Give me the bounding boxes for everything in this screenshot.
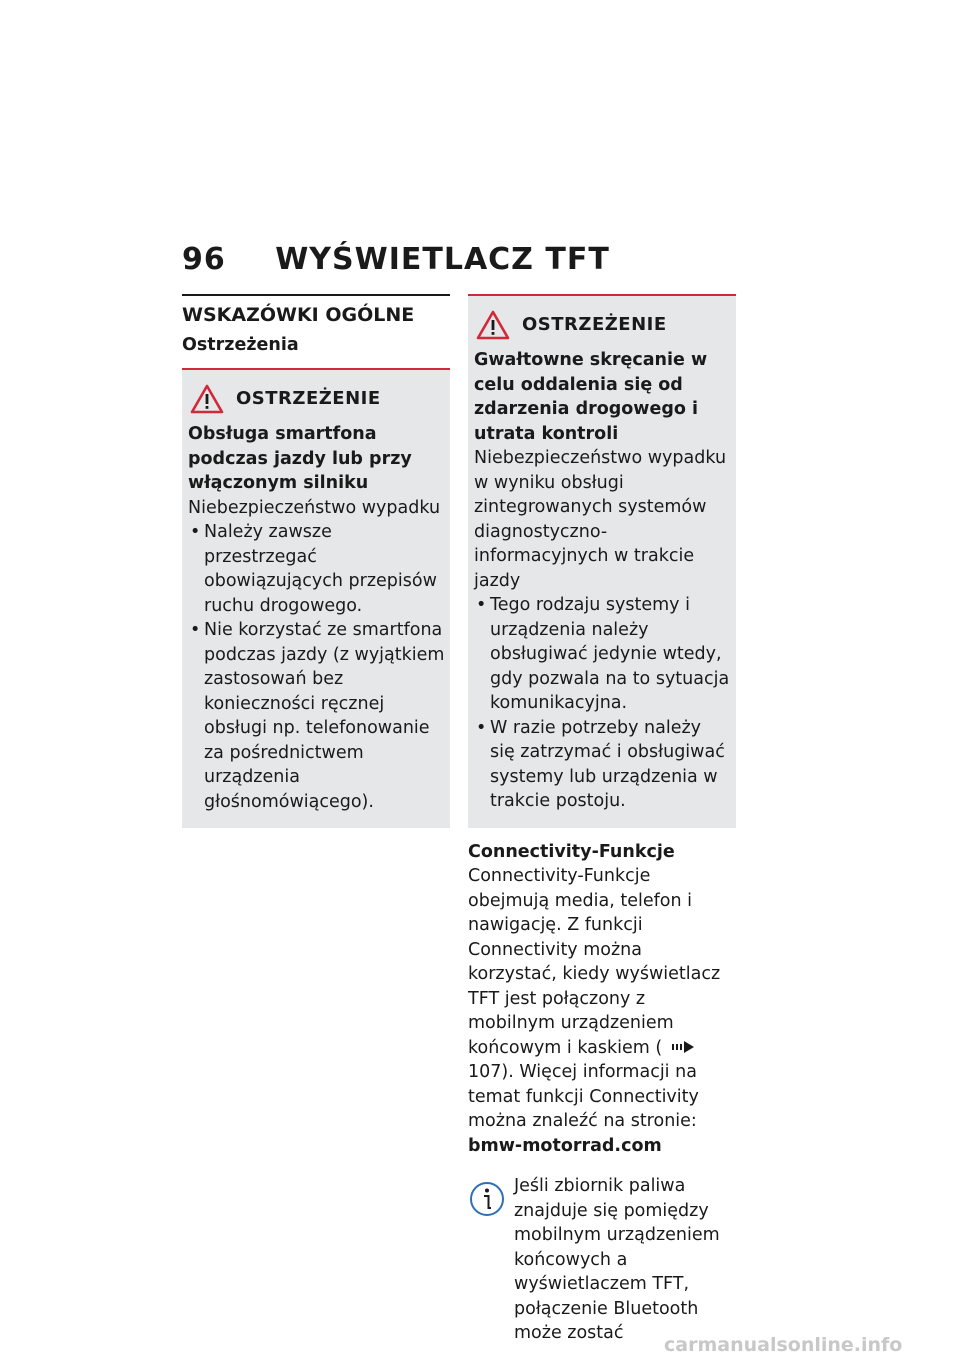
list-item: • W razie potrzeby należy się zatrzymać i obsługiwać systemy lub urządzenia w trakcie postoju. [474, 716, 731, 814]
connectivity-text: ). Więcej informacji na temat funkcji Connectivity można znaleźć na stronie: [468, 1062, 699, 1131]
info-icon [468, 1180, 506, 1218]
section-title: WSKAZÓWKI OGÓLNE [182, 304, 415, 326]
right-column [468, 294, 736, 1346]
warning-header [474, 310, 731, 340]
page-number: 96 [182, 242, 226, 277]
connectivity-section [468, 840, 736, 1159]
left-column [182, 294, 450, 828]
warning-triangle-icon [190, 384, 224, 414]
website-link[interactable]: bmw-motorrad.com [468, 1135, 662, 1156]
warning-box [182, 370, 450, 828]
warning-label: OSTRZEŻENIE [522, 313, 667, 335]
warning-lead: Niebezpieczeństwo wypadku w wyniku obsługi zintegrowanych systemów diagnostyczno-informacyjnych w trakcie jazdy [474, 448, 727, 591]
connectivity-body [468, 864, 736, 1134]
page-reference-link[interactable]: 107 [468, 1062, 502, 1082]
list-item: • Nie korzystać ze smartfona podczas jazdy (z wyjątkiem zastosowań bez konieczności ręcznej obsługi np. telefonowanie za pośrednictwem urządzenia głośnomówiącego). [188, 618, 445, 814]
connectivity-title: Connectivity-Funkcje [468, 841, 675, 862]
warning-bullets [188, 520, 445, 814]
warning-heading: Gwałtowne skręcanie w celu oddalenia się od zdarzenia drogowego i utrata kontroli [474, 350, 708, 444]
connectivity-text: Connectivity-Funkcje obejmują media, telefon i nawigację. Z funkcji Connectivity można korzystać, kiedy wyświetlacz TFT jest połączony z mobilnym urządzeniem końcowym i kaskiem ( [468, 866, 721, 1058]
warning-box [468, 296, 736, 828]
section-divider [182, 294, 450, 296]
info-note [468, 1174, 736, 1346]
info-text: Jeśli zbiornik paliwa znajduje się pomiędzy mobilnym urządzeniem końcowych a wyświetlaczem TFT, połączenie Bluetooth może zostać [514, 1176, 720, 1343]
warning-label: OSTRZEŻENIE [236, 387, 381, 409]
list-item: • Tego rodzaju systemy i urządzenia należy obsługiwać jedynie wtedy, gdy pozwala na to sytuacja komunikacyjna. [474, 593, 731, 716]
warning-header [188, 384, 445, 414]
warning-heading: Obsługa smartfona podczas jazdy lub przy włączonym silniku [188, 424, 412, 493]
chapter-title: WYŚWIETLACZ TFT [275, 242, 610, 277]
warning-triangle-icon [476, 310, 510, 340]
page-reference-arrow-icon [672, 1036, 694, 1061]
watermark: carmanualsonline.info [664, 1334, 903, 1356]
subsection-title: Ostrzeżenia [182, 335, 299, 355]
page-header [182, 242, 610, 277]
warning-bullets [474, 593, 731, 814]
warning-lead: Niebezpieczeństwo wypadku [188, 497, 441, 518]
list-item: • Należy zawsze przestrzegać obowiązujących przepisów ruchu drogowego. [188, 520, 445, 618]
